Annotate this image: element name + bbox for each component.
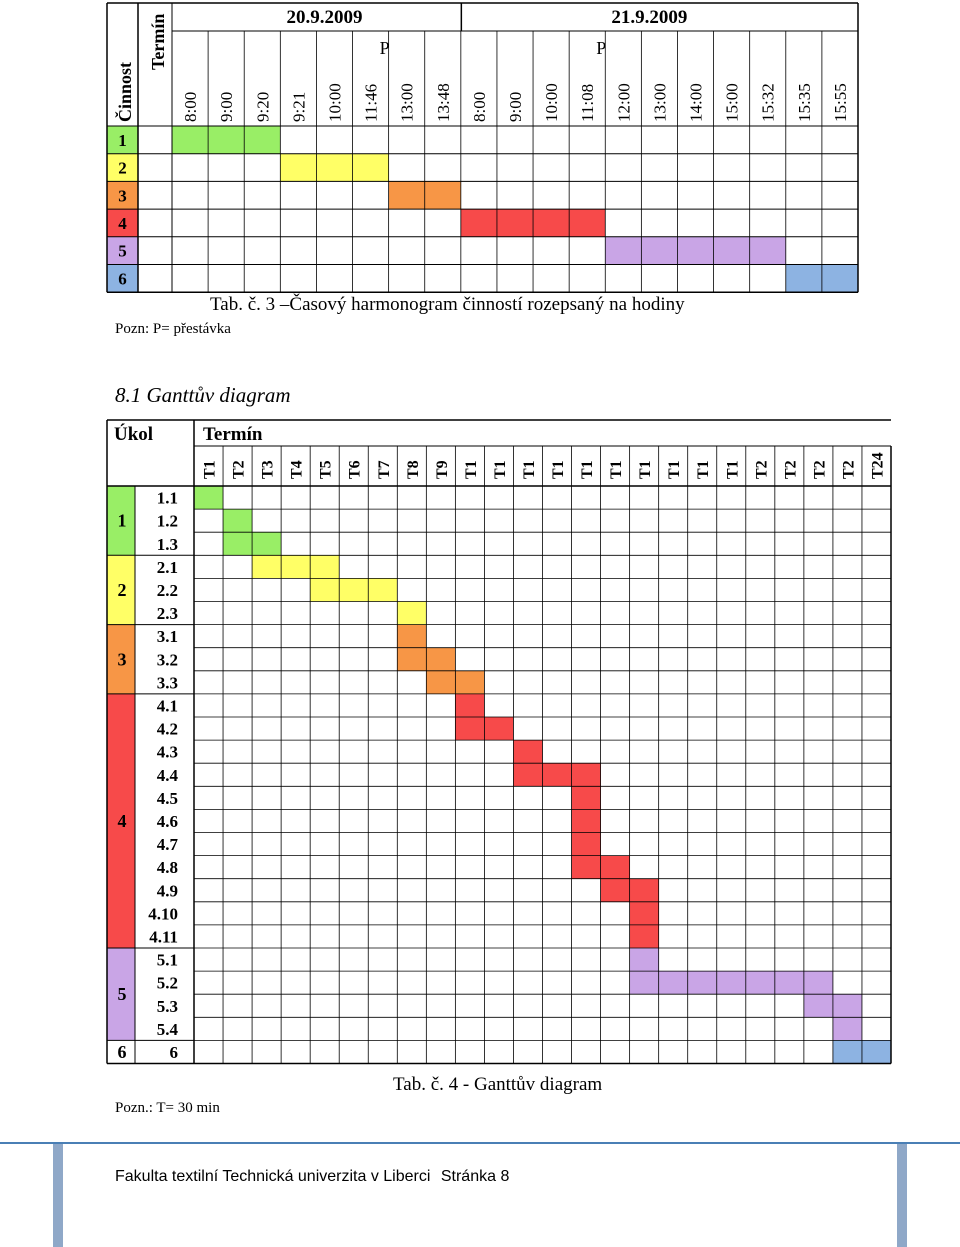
- footer-divider: [0, 1142, 960, 1144]
- gantt-bar-cell: [455, 694, 484, 717]
- gantt-bar-cell: [484, 717, 513, 740]
- time-label: 10:00: [542, 83, 562, 122]
- gantt-bar-cell: [775, 971, 804, 994]
- time-label: 9:00: [506, 91, 525, 122]
- subtask-label: 4.7: [156, 835, 178, 855]
- time-label: 14:00: [686, 83, 706, 122]
- subtask-label: 2.3: [156, 604, 178, 624]
- time-label: 9:21: [289, 91, 309, 122]
- time-label: 15:00: [722, 83, 742, 122]
- subtask-label: 3.2: [156, 650, 178, 670]
- gantt-bar-cell: [572, 856, 601, 879]
- gantt-bar-cell: [572, 786, 601, 809]
- period-label: T1: [695, 460, 713, 479]
- gantt-bar-cell: [543, 763, 572, 786]
- gantt-bar-cell: [426, 671, 455, 694]
- subtask-label: 1.1: [156, 488, 178, 508]
- subtask-label: 3.3: [156, 673, 178, 693]
- subtask-label: 4.3: [156, 742, 178, 762]
- activity-number: 6: [118, 269, 127, 289]
- time-label: 15:55: [830, 83, 850, 122]
- gantt-bar-cell: [223, 509, 252, 532]
- gantt-bar-cell: [397, 625, 426, 648]
- subtask-label: 4.11: [149, 927, 178, 947]
- gantt-bar-cell: [252, 555, 281, 578]
- gantt-bar-cell: [310, 578, 339, 601]
- subtask-label: 4.1: [156, 696, 178, 716]
- subtask-label: 2.1: [156, 557, 178, 577]
- task-group-label: 5: [117, 984, 127, 1005]
- page-footer: [115, 1168, 515, 1186]
- gantt-bar-cell: [630, 925, 659, 948]
- period-label: T1: [579, 460, 597, 479]
- period-label: T1: [724, 460, 742, 479]
- gantt-bar-cell: [310, 555, 339, 578]
- period-label: T9: [433, 460, 451, 479]
- period-label: T6: [346, 460, 364, 479]
- gantt-bar-cell: [513, 740, 542, 763]
- period-note: Pozn.: T= 30 min: [115, 1100, 220, 1116]
- subtask-label: 1.3: [156, 534, 178, 554]
- gantt-bar-cell: [513, 763, 542, 786]
- period-label: T7: [375, 460, 393, 479]
- gantt-bar-cell: [717, 971, 746, 994]
- date-label: 21.9.2009: [611, 7, 688, 28]
- term-column-header: Termín: [203, 424, 263, 445]
- activity-number: 5: [118, 241, 127, 261]
- time-label: 13:48: [433, 83, 453, 122]
- period-label: T8: [404, 460, 422, 479]
- gantt-bar-cell: [397, 602, 426, 625]
- time-label: 11:08: [578, 83, 598, 122]
- task-group-label: 2: [117, 579, 127, 600]
- period-label: T1: [201, 460, 219, 479]
- subtask-label: 4.5: [156, 788, 178, 808]
- task-group-label: 4: [117, 810, 127, 831]
- task-group-label: 6: [117, 1041, 127, 1062]
- period-label: T1: [637, 460, 655, 479]
- time-label: 10:00: [325, 83, 345, 122]
- subtask-label: 4.6: [156, 811, 178, 831]
- gantt-bar-cell: [630, 971, 659, 994]
- period-label: T1: [550, 460, 568, 479]
- break-mark: P: [379, 38, 390, 58]
- period-label: T3: [259, 460, 277, 479]
- period-label: T1: [666, 460, 684, 479]
- activity-header: Činnost: [115, 61, 135, 122]
- activity-number: 2: [118, 158, 127, 178]
- subtask-label: 4.4: [156, 765, 178, 785]
- time-label: 15:35: [794, 83, 814, 122]
- activity-number: 3: [118, 186, 127, 206]
- period-label: T2: [840, 460, 858, 479]
- time-label: 11:46: [361, 83, 381, 122]
- footer-right-bar: [897, 1144, 907, 1247]
- activity-number: 4: [118, 213, 127, 233]
- subtask-label: 4.9: [156, 881, 178, 901]
- subtask-label: 2.2: [156, 580, 178, 600]
- table3-caption: Tab. č. 3 –Časový harmonogram činností rozepsaný na hodiny: [210, 294, 685, 315]
- gantt-bar-cell: [223, 532, 252, 555]
- gantt-bar-cell: [804, 971, 833, 994]
- gantt-bar-cell: [455, 671, 484, 694]
- gantt-bar-cell: [281, 555, 310, 578]
- time-label: 13:00: [397, 83, 417, 122]
- gantt-bar-cell: [339, 578, 368, 601]
- gantt-bar-cell: [194, 486, 223, 509]
- subtask-label: 5.2: [156, 973, 178, 993]
- subtask-label: 3.1: [156, 627, 178, 647]
- gantt-bar-cell: [862, 1040, 891, 1063]
- footer-page-number: Stránka 8: [440, 1168, 510, 1185]
- period-label: T2: [230, 460, 248, 479]
- subtask-label: 5.4: [156, 1019, 178, 1039]
- footer-left-bar: [53, 1144, 63, 1247]
- gantt-bar-cell: [252, 532, 281, 555]
- task-group-label: 3: [117, 649, 127, 670]
- gantt-bar-cell: [572, 763, 601, 786]
- activity-number: 1: [118, 130, 127, 150]
- gantt-bar-cell: [601, 879, 630, 902]
- task-column-header: Úkol: [114, 424, 154, 445]
- break-note: Pozn: P= přestávka: [115, 321, 231, 337]
- gantt-bar-cell: [804, 994, 833, 1017]
- gantt-bar-cell: [630, 879, 659, 902]
- gantt-bar-cell: [426, 648, 455, 671]
- time-label: 8:00: [181, 91, 201, 122]
- period-label: T4: [288, 460, 306, 479]
- period-label: T2: [782, 460, 800, 479]
- gantt-bar-cell: [572, 833, 601, 856]
- gantt-bar-cell: [368, 578, 397, 601]
- period-label: T1: [491, 460, 509, 479]
- time-label: 9:00: [217, 91, 237, 122]
- gantt-bar-cell: [630, 902, 659, 925]
- period-label: T2: [811, 460, 829, 479]
- date-label: 20.9.2009: [286, 7, 363, 28]
- break-mark: P: [596, 38, 607, 58]
- table4-caption: Tab. č. 4 - Ganttův diagram: [393, 1074, 603, 1095]
- subtask-label: 6: [169, 1042, 178, 1062]
- time-label: 12:00: [614, 83, 634, 122]
- gantt-bar-cell: [746, 971, 775, 994]
- gantt-bar-cell: [455, 717, 484, 740]
- period-label: T1: [520, 460, 538, 479]
- gantt-bar-cell: [833, 1040, 862, 1063]
- gantt-bar-cell: [397, 648, 426, 671]
- gantt-bar-cell: [833, 994, 862, 1017]
- gantt-bar-cell: [630, 948, 659, 971]
- gantt-bar-cell: [601, 856, 630, 879]
- period-label: T24: [869, 452, 887, 479]
- gantt-bar-cell: [833, 1017, 862, 1040]
- period-label: T1: [462, 460, 480, 479]
- subtask-label: 4.2: [156, 719, 178, 739]
- time-label: 8:00: [469, 91, 489, 122]
- subtask-label: 4.8: [156, 858, 178, 878]
- gantt-bar-cell: [572, 809, 601, 832]
- subtask-label: 1.2: [156, 511, 178, 531]
- time-label: 15:32: [758, 83, 778, 122]
- gantt-bar-cell: [688, 971, 717, 994]
- term-header: Termín: [148, 13, 168, 70]
- subtask-label: 5.1: [156, 950, 178, 970]
- gantt-bar-cell: [659, 971, 688, 994]
- subtask-label: 5.3: [156, 996, 178, 1016]
- task-group-label: 1: [117, 510, 127, 531]
- footer-faculty: Fakulta textilní Technická univerzita v Liberci: [115, 1168, 431, 1185]
- subtask-label: 4.10: [148, 904, 178, 924]
- period-label: T5: [317, 460, 335, 479]
- section-title: 8.1 Ganttův diagram: [115, 383, 291, 407]
- period-label: T2: [753, 460, 771, 479]
- time-label: 13:00: [650, 83, 670, 122]
- time-label: 9:20: [253, 91, 273, 122]
- period-label: T1: [608, 460, 626, 479]
